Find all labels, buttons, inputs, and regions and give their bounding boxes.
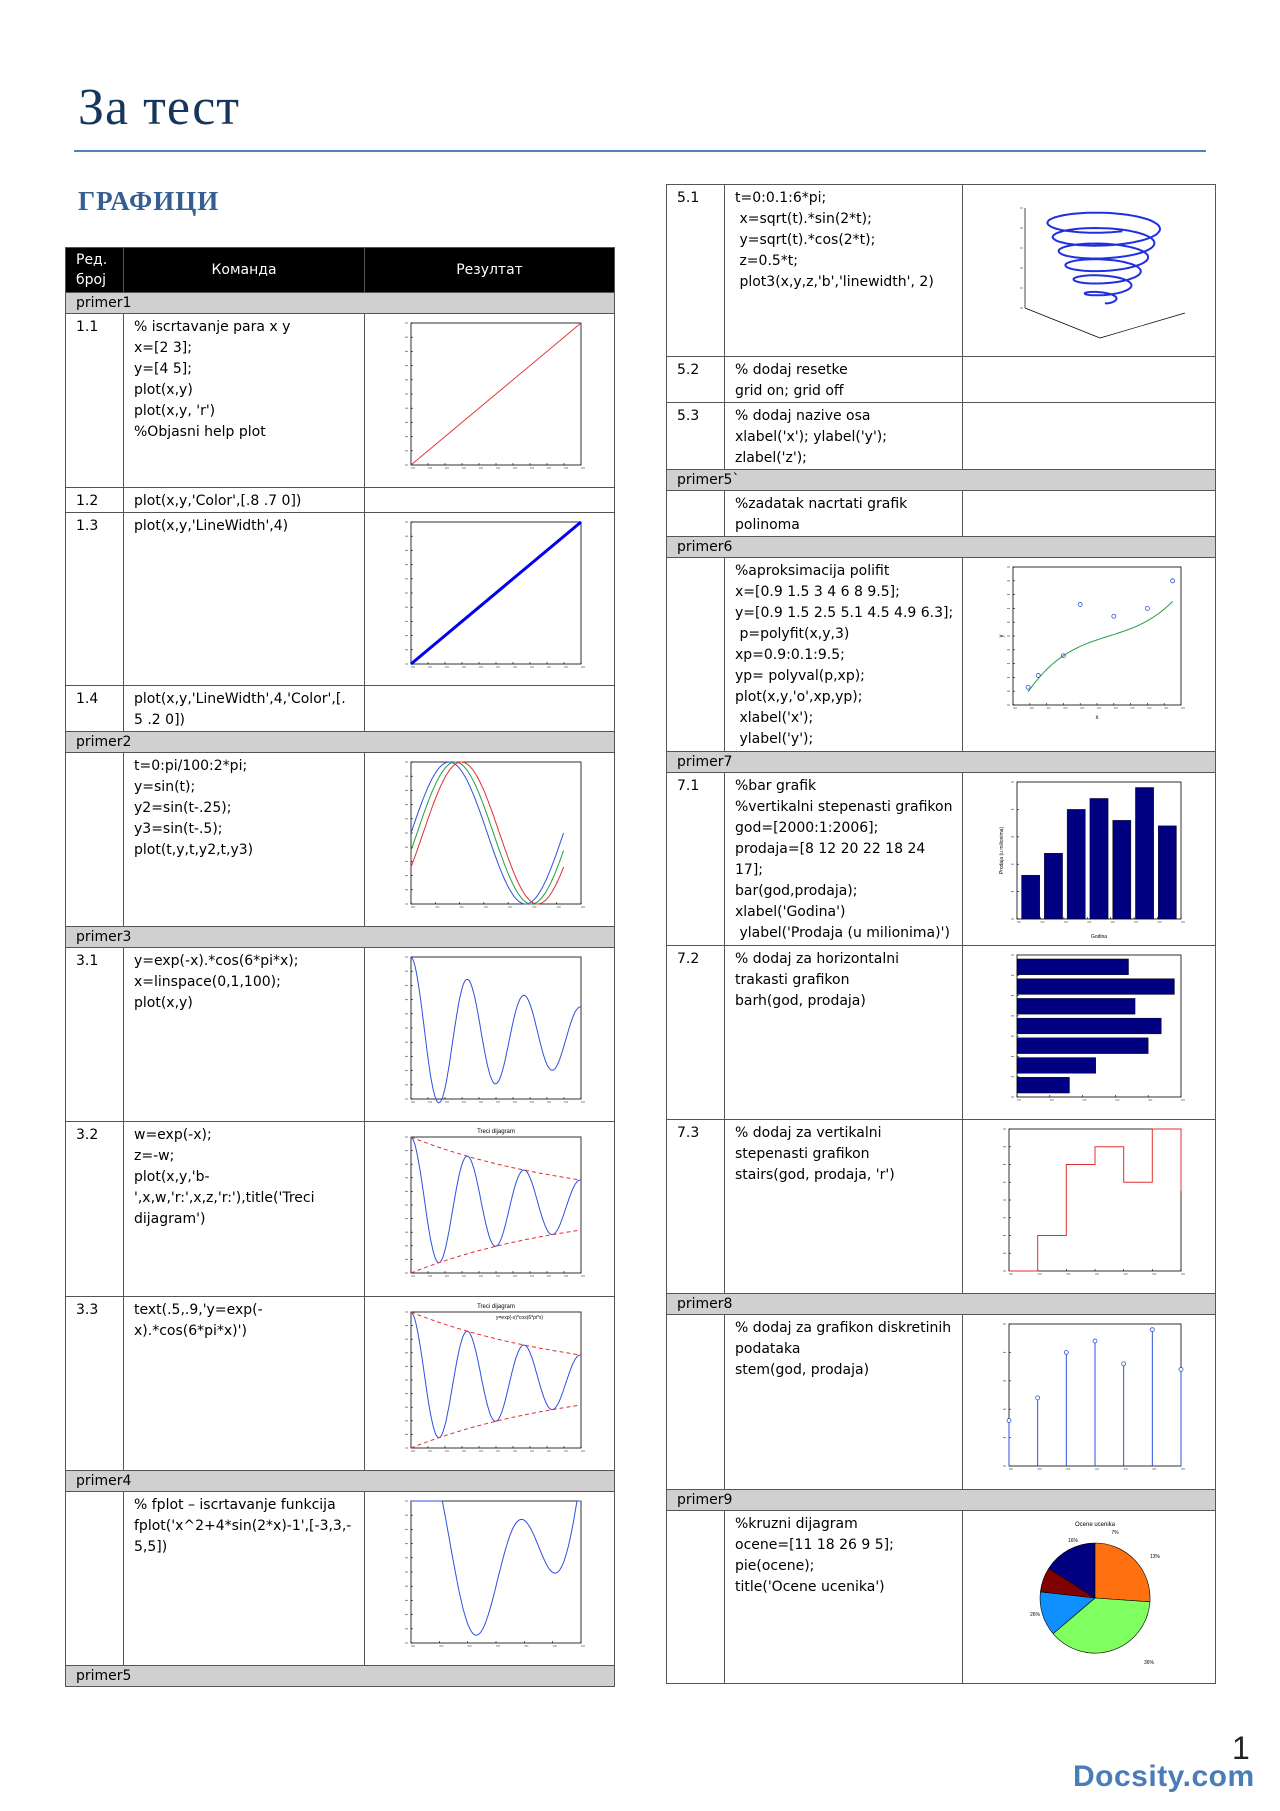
result-cell [365, 488, 615, 513]
row-num: 7.3 [667, 1120, 725, 1294]
row-num [667, 1315, 725, 1490]
stem-marker [1122, 1362, 1126, 1366]
stem-marker [1150, 1328, 1154, 1332]
plot-barh [995, 949, 1185, 1109]
row-num: 7.1 [667, 773, 725, 946]
result-cell [365, 686, 615, 732]
bar [1017, 998, 1135, 1014]
table-row [667, 946, 1216, 1120]
docsity-logo: Docsity.com [1073, 1760, 1255, 1793]
row-num [66, 753, 124, 927]
command-code: t=0:pi/100:2*pi; y=sin(t); y2=sin(t-.25); y3=sin(t-.5); plot(t,y,t,y2,t,y3) [134, 758, 254, 858]
pie-label: 36% [1143, 1660, 1155, 1666]
row-num [66, 1492, 124, 1666]
result-cell [365, 513, 615, 686]
table-row [667, 1315, 1216, 1490]
text-annotation: y=exp(-x)*cos(6*pi*x) [495, 1314, 543, 1321]
result-cell [963, 773, 1216, 946]
bar [1067, 809, 1085, 919]
plot-axes [411, 957, 581, 1099]
table-row [667, 1120, 1216, 1294]
bar [1017, 1058, 1096, 1074]
bar [1158, 826, 1176, 919]
plot-pie [985, 1514, 1195, 1674]
command-code: %bar grafik %vertikalni stepenasti grafikon god=[2000:1:2006]; prodaja=[8 12 20 22 18 24 17]; bar(god,prodaja); xlabel('Godina') ylabel('Prodaja (u milionima)') [735, 778, 953, 941]
command-code: % dodaj za vertikalni stepenasti grafikon stairs(god, prodaja, 'r') [735, 1125, 895, 1183]
table-row [667, 491, 1216, 537]
plot-damped [397, 951, 585, 1111]
group-row [66, 1471, 615, 1492]
group-label: primer9 [667, 1490, 1216, 1511]
bar [1017, 979, 1174, 995]
result-cell [365, 314, 615, 488]
group-row [66, 293, 615, 314]
plot-axes [1013, 567, 1181, 705]
x-axis [1025, 308, 1100, 338]
table-row [66, 948, 615, 1122]
command-code: %kruzni dijagram ocene=[11 18 26 9 5]; pie(ocene); title('Ocene ucenika') [735, 1516, 894, 1595]
command-code: t=0:0.1:6*pi; x=sqrt(t).*sin(2*t); y=sqrt(t).*cos(2*t); z=0.5*t; plot3(x,y,z,'b','linewidth', 2) [735, 190, 934, 290]
bar [1017, 959, 1129, 975]
command-code: w=exp(-x); z=-w; plot(x,y,'b- ',x,w,'r:',x,z,'r:'),title('Treci dijagram') [134, 1127, 315, 1227]
command-code: plot(x,y,'LineWidth',4) [134, 518, 289, 534]
command-code: y=exp(-x).*cos(6*pi*x); x=linspace(0,1,100); plot(x,y) [134, 953, 299, 1011]
result-cell [963, 403, 1216, 470]
pie-label: 16% [1067, 1538, 1079, 1544]
pie-label: 26% [1029, 1612, 1041, 1618]
page-number: 1 [1232, 1730, 1250, 1766]
table-row [66, 686, 615, 732]
group-label: primer5 [66, 1666, 615, 1687]
table-row [66, 488, 615, 513]
plot-polyfit [995, 561, 1185, 721]
group-label: primer2 [66, 732, 615, 753]
command-code: % dodaj nazive osa xlabel('x'); ylabel('y'); zlabel('z'); [735, 408, 887, 466]
plot-fplot [397, 1495, 585, 1655]
row-num [667, 558, 725, 752]
left-table [65, 247, 615, 1687]
bar [1090, 798, 1108, 919]
group-label: primer8 [667, 1294, 1216, 1315]
pie-label: 7% [1111, 1530, 1119, 1536]
section-heading: ГРАФИЦИ [78, 186, 220, 216]
group-label: primer1 [66, 293, 615, 314]
stem-marker [1007, 1419, 1011, 1423]
command-code: % fplot – iscrtavanje funkcija fplot('x^2+4*sin(2*x)-1',[-3,3,- 5,5]) [134, 1497, 352, 1555]
table-row [667, 357, 1216, 403]
result-cell [963, 946, 1216, 1120]
group-label: primer4 [66, 1471, 615, 1492]
bar [1017, 1038, 1148, 1054]
stem-marker [1064, 1350, 1068, 1354]
group-row [66, 1666, 615, 1687]
plot-axes [411, 1501, 581, 1643]
stem-marker [1093, 1339, 1097, 1343]
row-num: 3.3 [66, 1297, 124, 1471]
bar [1017, 1018, 1161, 1034]
result-cell [963, 185, 1216, 357]
group-label: primer7 [667, 752, 1216, 773]
table-header-row [66, 248, 615, 293]
row-num: 1.4 [66, 686, 124, 732]
command-code: % iscrtavanje para x y x=[2 3]; y=[4 5]; plot(x,y) plot(x,y, 'r') %Objasni help plot [134, 319, 291, 440]
header-result: Резултат [365, 248, 615, 293]
stem-marker [1179, 1367, 1183, 1371]
result-cell [963, 1315, 1216, 1490]
plot-title: Treci dijagram [476, 1304, 515, 1310]
plot-title: Treci dijagram [476, 1129, 515, 1135]
command-code: % dodaj resetke grid on; grid off [735, 362, 848, 399]
table-row [667, 1511, 1216, 1684]
table-row [66, 1122, 615, 1297]
plot-axes [411, 762, 581, 904]
right-table [666, 184, 1216, 1684]
table-row [667, 773, 1216, 946]
stem-marker [1036, 1396, 1040, 1400]
row-num: 5.1 [667, 185, 725, 357]
group-row [66, 927, 615, 948]
result-cell [365, 1297, 615, 1471]
bar [1022, 875, 1040, 919]
header-num: Ред. број [66, 248, 124, 293]
title-rule [74, 150, 1206, 152]
group-row [667, 752, 1216, 773]
result-cell [963, 357, 1216, 403]
plot-1-1 [397, 317, 585, 477]
result-cell [365, 753, 615, 927]
command-code: plot(x,y,'Color',[.8 .7 0]) [134, 493, 302, 509]
plot-3d-spiral [985, 188, 1195, 353]
result-cell [963, 1511, 1216, 1684]
row-num: 5.2 [667, 357, 725, 403]
y-axis [1100, 313, 1185, 338]
group-row [667, 470, 1216, 491]
row-num [667, 1511, 725, 1684]
y-axis-label: y [999, 634, 1005, 638]
table-row [667, 185, 1216, 357]
bar [1135, 787, 1153, 919]
bar [1017, 1077, 1069, 1093]
group-label: primer3 [66, 927, 615, 948]
group-label: primer6 [667, 537, 1216, 558]
row-num: 1.3 [66, 513, 124, 686]
x-axis-label: Godina [1090, 934, 1108, 940]
group-row [667, 537, 1216, 558]
group-row [66, 732, 615, 753]
row-num: 3.1 [66, 948, 124, 1122]
header-command: Команда [124, 248, 365, 293]
table-row [66, 753, 615, 927]
command-code: % dodaj za horizontalni trakasti grafikon barh(god, prodaja) [735, 951, 899, 1009]
table-row [66, 314, 615, 488]
plot-bar [995, 776, 1185, 941]
result-cell [365, 1122, 615, 1297]
result-cell [963, 491, 1216, 537]
spiral-line [1048, 213, 1161, 304]
plot-stem [995, 1318, 1185, 1478]
x-axis-label: x [1095, 715, 1099, 721]
bar [1044, 853, 1062, 919]
table-row [667, 558, 1216, 752]
result-cell [365, 948, 615, 1122]
y-axis-label: Prodaja (u milionima) [999, 826, 1005, 875]
result-cell [963, 1120, 1216, 1294]
plot-sines [397, 756, 585, 916]
page-title: За тест [78, 79, 241, 136]
row-num: 3.2 [66, 1122, 124, 1297]
plot-1-3 [397, 516, 585, 676]
plot-stairs [995, 1123, 1185, 1283]
table-row [66, 513, 615, 686]
plot-title: Ocene ucenika [1074, 1522, 1116, 1528]
table-row [667, 403, 1216, 470]
table-row [66, 1297, 615, 1471]
plot-axes [411, 1137, 581, 1273]
command-code: %zadatak nacrtati grafik polinoma [735, 496, 908, 533]
pie-label: 13% [1149, 1554, 1161, 1560]
plot-treci [397, 1125, 585, 1285]
row-num: 1.2 [66, 488, 124, 513]
table-row [66, 1492, 615, 1666]
row-num: 5.3 [667, 403, 725, 470]
command-code: plot(x,y,'LineWidth',4,'Color',[. 5 .2 0]) [134, 691, 346, 728]
command-code: %aproksimacija polifit x=[0.9 1.5 3 4 6 8 9.5]; y=[0.9 1.5 2.5 5.1 4.5 4.9 6.3]; p=polyfit(x,y,3) xp=0.9:0.1:9.5; yp= polyval(p,xp); plot(x,y,'o',xp,yp); xlabel('x'); ylabel('y'); [735, 563, 954, 747]
group-row [667, 1490, 1216, 1511]
result-cell [963, 558, 1216, 752]
command-code: text(.5,.9,'y=exp(- x).*cos(6*pi*x)') [134, 1302, 263, 1339]
plot-treci-text [397, 1300, 585, 1460]
group-row [667, 1294, 1216, 1315]
pie-slice [1095, 1543, 1150, 1602]
command-code: % dodaj za grafikon diskretinih podataka stem(god, prodaja) [735, 1320, 952, 1378]
row-num: 7.2 [667, 946, 725, 1120]
row-num: 1.1 [66, 314, 124, 488]
bar [1113, 820, 1131, 919]
row-num [667, 491, 725, 537]
plot-axes [411, 1312, 581, 1448]
result-cell [365, 1492, 615, 1666]
group-label: primer5` [667, 470, 1216, 491]
